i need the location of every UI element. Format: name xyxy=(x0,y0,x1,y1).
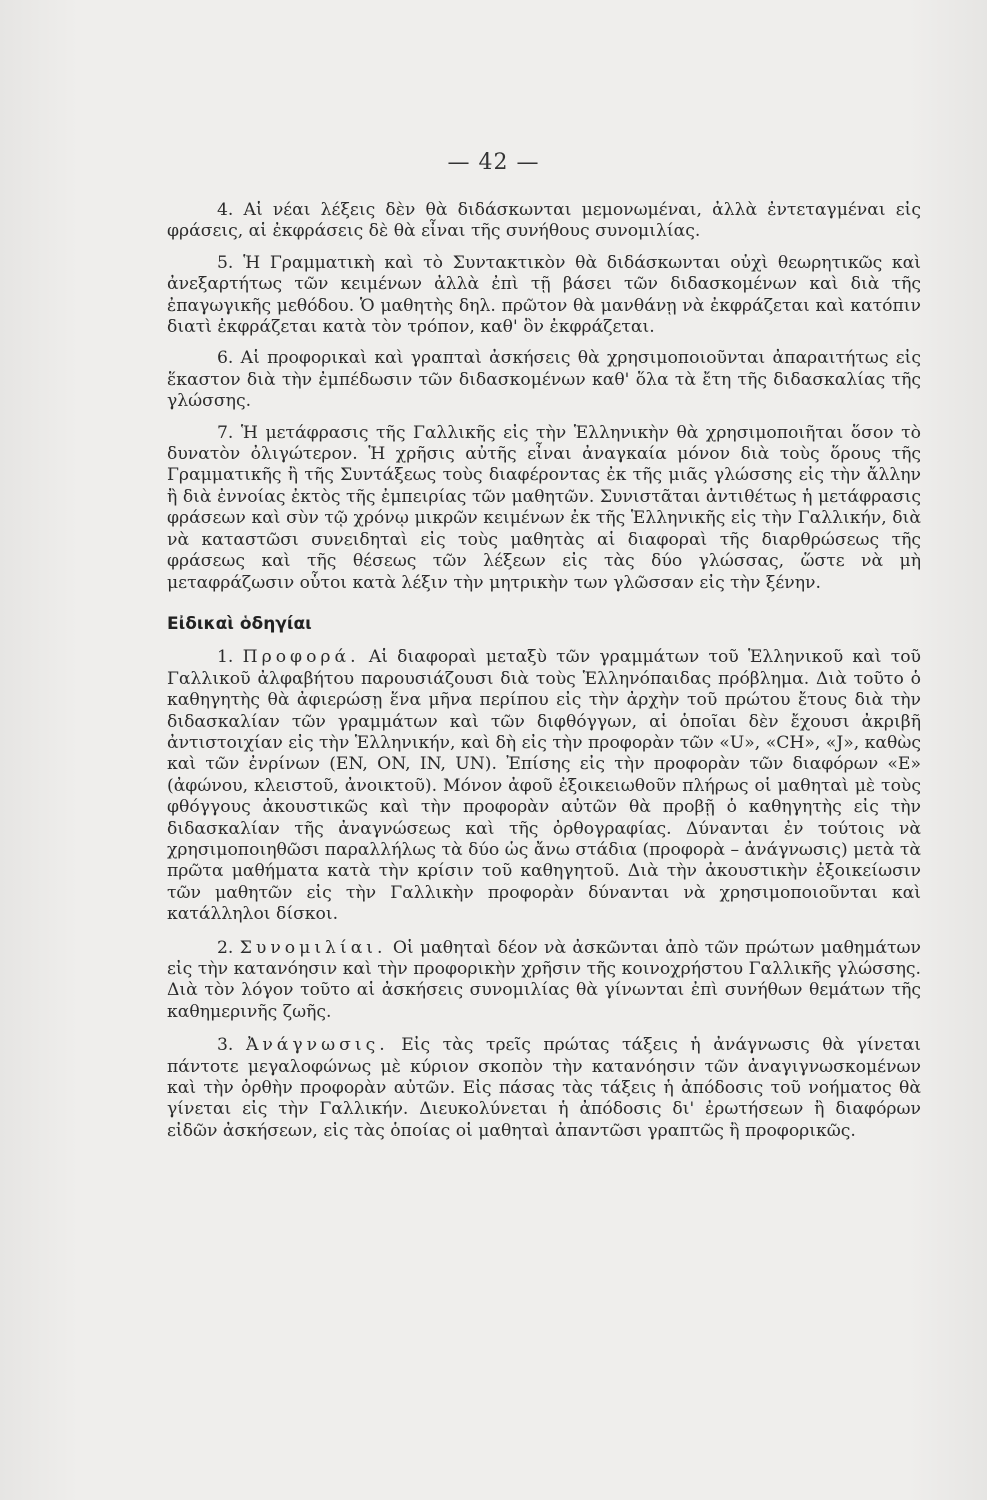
section-title: Ἀνάγνωσις. xyxy=(245,1035,389,1056)
section-conversation xyxy=(167,938,921,1024)
section-text: Οἱ μαθηταὶ δέον νὰ ἀσκῶνται ἀπὸ τῶν πρώτων μαθημάτων εἰς τὴν κατανόησιν καὶ τὴν προφορικὴν χρῆσιν τῆς κοινοχρήστου Γαλλικῆς γλώσσης. Διὰ τὸν λόγον τοῦτο αἱ ἀσκήσεις συνομιλίας θὰ γίνωνται ἐπὶ συνήθων θεμάτων τῆς καθημερινῆς ζωῆς. xyxy=(167,937,921,1022)
section-title: Συνομιλίαι. xyxy=(239,937,387,958)
paragraph-5: 5. Ἡ Γραμματικὴ καὶ τὸ Συντακτικὸν θὰ διδάσκωνται οὐχὶ θεωρητικῶς καὶ ἀνεξαρτήτως τῶν κειμένων ἀλλὰ ἐπὶ τῇ βάσει τῶν διδασκομένων καὶ διὰ τῆς ἐπαγωγικῆς μεθόδου. Ὁ μαθητὴς δηλ. πρῶτον θὰ μανθάνῃ νὰ ἐκφράζεται καὶ κατόπιν διατὶ ἐκφράζεται κατὰ τὸν τρόπον, καθ' ὃν ἐκφράζεται. xyxy=(167,252,921,338)
section-pronunciation xyxy=(167,647,921,925)
section-number: 2. xyxy=(217,937,234,958)
section-title: Προφορά. xyxy=(242,647,360,668)
section-text: Αἱ διαφοραὶ μεταξὺ τῶν γραμμάτων τοῦ Ἑλληνικοῦ καὶ τοῦ Γαλλικοῦ ἀλφαβήτου παρουσιάζουσι διὰ τοὺς Ἑλληνόπαιδας πρόβλημα. Διὰ τοῦτο ὁ καθηγητὴς θὰ ἀφιερώσῃ ἕνα μῆνα περίπου εἰς τὴν ἀρχὴν τοῦ πρώτου ἔτους διὰ τὴν διδασκαλίαν τῶν γραμμάτων καὶ τῶν διφθόγγων, αἱ ὁποῖαι δὲν ἔχουσι ἀκριβῆ ἀντιστοιχίαν εἰς τὴν Ἑλληνικήν, καὶ δὴ εἰς τὴν προφορὰν τῶν «U», «CH», «J», καθὼς καὶ τῶν ἐνρίνων (EN, ON, IN, UN). Ἐπίσης εἰς τὴν προφορὰν τῶν διαφόρων «E» (ἀφώνου, κλειστοῦ, ἀνοικτοῦ). Μόνον ἀφοῦ ἐξοικειωθοῦν πλήρως οἱ μαθηταὶ μὲ τοὺς φθόγγους ἀκουστικῶς καὶ τὴν προφορὰν αὐτῶν θὰ προβῇ ὁ καθηγητὴς εἰς τὴν διδασκαλίαν τῆς ἀναγνώσεως καὶ τῆς ὀρθογραφίας. Δύνανται ἐν τούτοις νὰ χρησιμοποιηθῶσι παραλλήλως τὰ δύο ὡς ἄνω στάδια (προφορὰ – ἀνάγνωσις) μετὰ τὰ πρῶτα μαθήματα κατὰ τὴν κρίσιν τοῦ καθηγητοῦ. Διὰ τὴν ἀκουστικὴν ἐξοικείωσιν τῶν μαθητῶν εἰς τὴν Γαλλικὴν προφορὰν δύνανται νὰ χρησιμοποιοῦνται καὶ κατάλληλοι δίσκοι. xyxy=(167,647,921,925)
paragraph-4: 4. Αἱ νέαι λέξεις δὲν θὰ διδάσκωνται μεμονωμέναι, ἀλλὰ ἐντεταγμέναι εἰς φράσεις, αἱ ἐκφράσεις δὲ θὰ εἶναι τῆς συνήθους συνομιλίας. xyxy=(167,200,921,242)
page-number: — 42 — xyxy=(447,150,540,175)
paragraph-6: 6. Αἱ προφορικαὶ καὶ γραπταὶ ἀσκήσεις θὰ χρησιμοποιοῦνται ἀπαραιτήτως εἰς ἕκαστον διὰ τὴν ἐμπέδωσιν τῶν διδασκομένων καθ' ὅλα τὰ ἔτη τῆς διδασκαλίας τῆς γλώσσης. xyxy=(167,348,921,412)
section-reading xyxy=(167,1035,921,1142)
section-text: Εἰς τὰς τρεῖς πρώτας τάξεις ἡ ἀνάγνωσις θὰ γίνεται πάντοτε μεγαλοφώνως μὲ κύριον σκοπὸν τὴν κατανόησιν τῶν ἀναγιγνωσκομένων καὶ τὴν ὀρθὴν προφορὰν αὐτῶν. Εἰς πάσας τὰς τάξεις ἡ ἀπόδοσις τοῦ νοήματος θὰ γίνεται εἰς τὴν Γαλλικήν. Διευκολύνεται ἡ ἀπόδοσις δι' ἐρωτήσεων ἢ διαφόρων εἰδῶν ἀσκήσεων, εἰς τὰς ὁποίας οἱ μαθηταὶ ἀπαντῶσι γραπτῶς ἢ προφορικῶς. xyxy=(167,1035,921,1141)
paragraph-7: 7. Ἡ μετάφρασις τῆς Γαλλικῆς εἰς τὴν Ἑλληνικὴν θὰ χρησιμοποιῆται ὅσον τὸ δυνατὸν ὀλιγώτερον. Ἡ χρῆσις αὐτῆς εἶναι ἀναγκαία μόνον διὰ τοὺς ὅρους τῆς Γραμματικῆς ἢ τῆς Συντάξεως τοὺς διαφέροντας ἐκ τῆς μιᾶς γλώσσης εἰς τὴν ἄλλην ἢ διὰ ἐννοίας ἐκτὸς τῆς ἐμπειρίας τῶν μαθητῶν. Συνιστᾶται ἀντιθέτως ἡ μετάφρασις φράσεων καὶ σὺν τῷ χρόνῳ μικρῶν κειμένων ἐκ τῆς Ἑλληνικῆς εἰς τὴν Γαλλικήν, διὰ νὰ καταστῶσι συνειδηταὶ εἰς τοὺς μαθητὰς αἱ διαφοραὶ τῆς διαρθρώσεως τῆς φράσεως καὶ τῆς θέσεως τῶν λέξεων εἰς τὰς δύο γλώσσας, ὥστε νὰ μὴ μεταφράζωσιν οὗτοι κατὰ λέξιν τὴν μητρικὴν των γλῶσσαν εἰς τὴν ξένην. xyxy=(167,422,921,593)
page-body xyxy=(167,200,921,1154)
section-heading: Εἰδικαὶ ὁδηγίαι xyxy=(167,613,312,634)
section-number: 3. xyxy=(217,1035,234,1056)
section-number: 1. xyxy=(217,647,234,668)
